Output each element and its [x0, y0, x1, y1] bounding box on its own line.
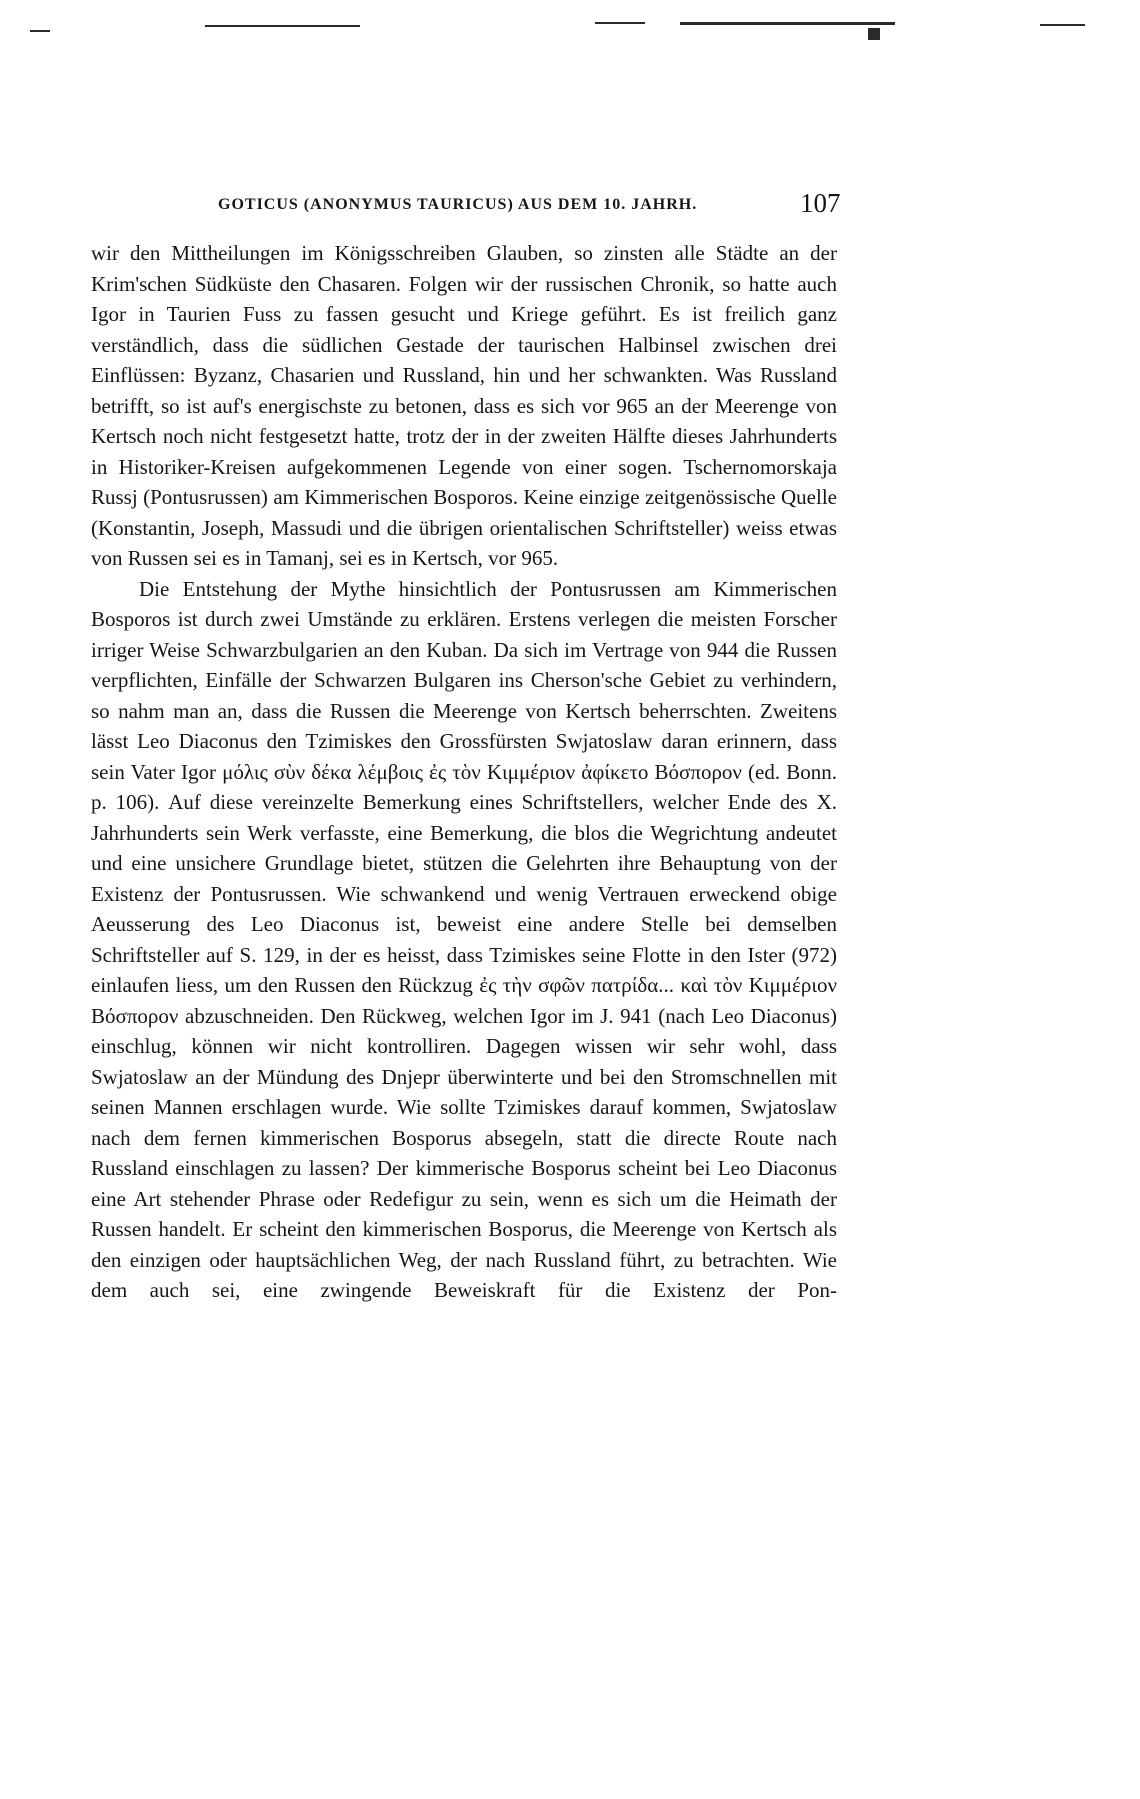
scan-artifact-top-rule-mid — [595, 22, 645, 24]
paragraph: wir den Mittheilungen im Königsschreiben Glauben, so zinsten alle Städte an der Krim'schen Südküste den Chasaren. Folgen wir der russischen Chronik, so hatte auch Igor in Taurien Fuss zu fassen gesucht und Kriege geführt. Es ist freilich ganz verständlich, dass die südlichen Gestade der taurischen Halbinsel zwischen drei Einflüssen: Byzanz, Chasarien und Russland, hin und her schwankten. Was Russland betrifft, so ist auf's energischste zu betonen, dass es sich vor 965 an der Meerenge von Kertsch noch nicht festgesetzt hatte, trotz der in der zweiten Hälfte dieses Jahrhunderts in Historiker-Kreisen aufgekommenen Legende von einer sogen. Tschernomorskaja Russj (Pontusrussen) am Kimmerischen Bosporos. Keine einzige zeitgenössische Quelle (Konstantin, Joseph, Massudi und die übrigen orientalischen Schriftsteller) weiss etwas von Russen sei es in Tamanj, sei es in Kertsch, vor 965. — [91, 241, 837, 570]
page-number: 107 — [800, 188, 841, 218]
body-text — [91, 238, 837, 1306]
scan-artifact-top-rule-right — [680, 22, 895, 25]
paragraph: Die Entstehung der Mythe hinsichtlich der Pontusrussen am Kimmerischen Bosporos ist durch zwei Umstände zu erklären. Erstens verlegen die meisten Forscher irriger Weise Schwarzbulgarien an den Kuban. Da sich im Vertrage von 944 die Russen verpflichten, Einfälle der Schwarzen Bulgaren ins Cherson'sche Gebiet zu verhindern, so nahm man an, dass die Russen die Meerenge von Kertsch beherrschten. Zweitens lässt Leo Diaconus den Tzimiskes den Grossfürsten Swjatoslaw daran erinnern, dass sein Vater Igor μόλις σὺν δέκα λέμβοις ἐς τὸν Κιμμέριον ἀφίκετο Βόσπορον (ed. Bonn. p. 106). Auf diese vereinzelte Bemerkung eines Schriftstellers, welcher Ende des X. Jahrhunderts sein Werk verfasste, eine Bemerkung, die blos die Wegrichtung andeutet und eine unsichere Grundlage bietet, stützen die Gelehrten ihre Behauptung von der Existenz der Pontusrussen. Wie schwankend und wenig Vertrauen erweckend obige Aeusserung des Leo Diaconus ist, beweist eine andere Stelle bei demselben Schriftsteller auf S. 129, in der es heisst, dass Tzimiskes seine Flotte in den Ister (972) einlaufen liess, um den Russen den Rückzug ἐς τὴν σφῶν πατρίδα... καὶ τὸν Κιμμέριον Βόσπορον abzuschneiden. Den Rückweg, welchen Igor im J. 941 (nach Leo Diaconus) einschlug, können wir nicht kontrolliren. Dagegen wissen wir sehr wohl, dass Swjatoslaw an der Mündung des Dnjepr überwinterte und bei den Stromschnellen mit seinen Mannen erschlagen wurde. Wie sollte Tzimiskes darauf kommen, Swjatoslaw nach dem fernen kimmerischen Bosporus absegeln, statt die directe Route nach Russland einschlagen zu lassen? Der kimmerische Bosporus scheint bei Leo Diaconus eine Art stehender Phrase oder Redefigur zu sein, wenn es sich um die Heimath der Russen handelt. Er scheint den kimmerischen Bosporus, die Meerenge von Kertsch als den einzigen oder hauptsächlichen Weg, der nach Russland führt, zu betrachten. Wie dem auch sei, eine zwingende Beweiskraft für die Existenz der Pon- — [91, 576, 837, 1302]
scan-artifact-corner-mark — [868, 28, 880, 40]
scan-artifact-top-rule-left — [205, 25, 360, 27]
scan-artifact-top-right-smudge — [1040, 24, 1085, 26]
scan-artifact-top-left-smudge — [30, 30, 50, 32]
running-head: GOTICUS (ANONYMUS TAURICUS) AUS DEM 10. JAHRH. — [218, 196, 698, 213]
